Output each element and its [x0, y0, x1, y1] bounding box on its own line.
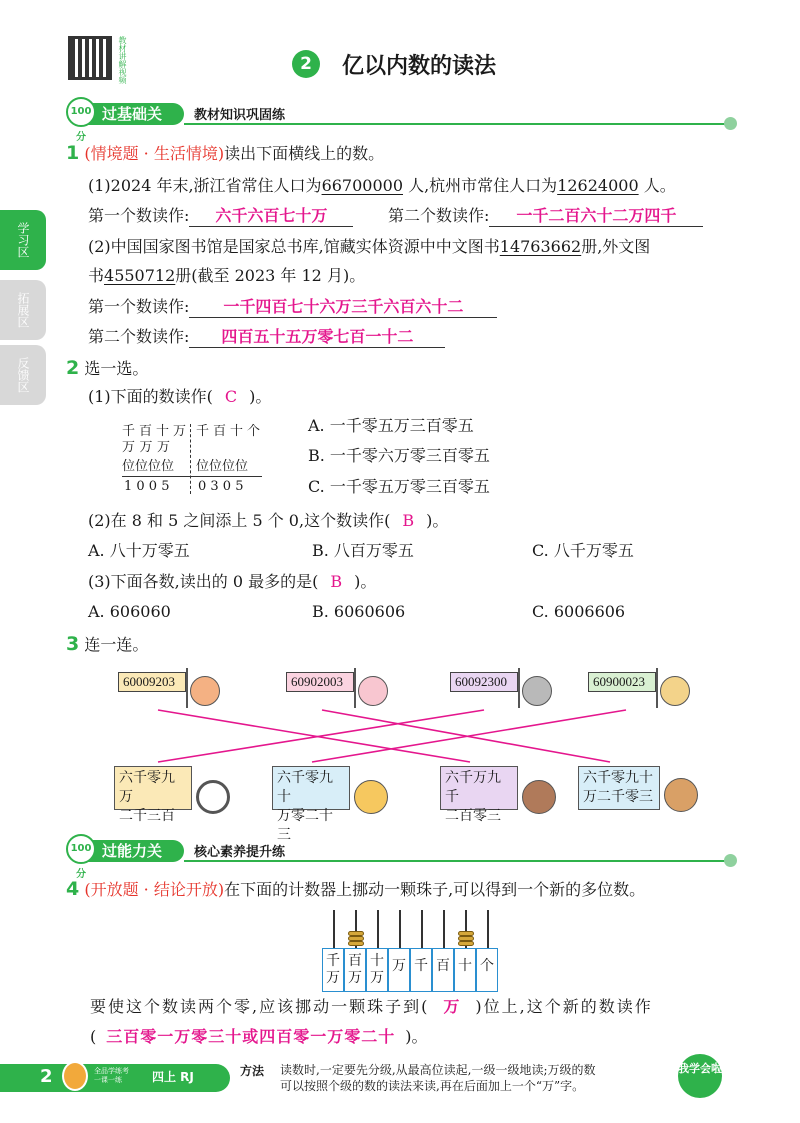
tip-text: 读数时,一定要先分级,从最高位读起,一级一级地读;万级的数 可以按照个级的数的读法来读,再在后面加上一个“万”字。 — [280, 1063, 596, 1093]
flower-icon — [724, 117, 737, 130]
number-flag-1[interactable]: 60009203 — [118, 672, 186, 692]
abacus-rod — [487, 910, 489, 948]
table-digits: 1 0 0 5 — [124, 479, 170, 494]
abacus-rod — [443, 910, 445, 948]
q4-line1 — [90, 996, 653, 1018]
q2-s3-option-a[interactable]: A. 606060 — [88, 602, 171, 621]
table-row-label: 位位位位 — [196, 459, 249, 474]
abacus-rod — [333, 910, 335, 948]
card-text: 六千零九十 — [277, 770, 333, 805]
table-head: 百 — [138, 424, 152, 439]
table-head: 万 — [172, 424, 186, 439]
q4-line2 — [90, 1026, 428, 1048]
section-ability-banner — [70, 840, 737, 880]
text: )。 — [405, 1027, 428, 1046]
text: )。 — [249, 387, 272, 406]
q2-sub1 — [88, 386, 271, 408]
abacus-label: 十 — [454, 948, 476, 992]
monkey-icon — [664, 778, 698, 812]
section-divider — [184, 123, 725, 125]
abacus-label: 万 — [388, 948, 410, 992]
table-head: 千 — [122, 424, 136, 439]
abacus-label: 千 — [410, 948, 432, 992]
section-ability-subtitle: 核心素养提升练 — [194, 845, 286, 860]
question-tag: (情境题 · 生活情境) — [84, 144, 225, 163]
q1-part2-cont — [88, 265, 365, 287]
q1-read2 — [388, 205, 703, 227]
text: (1)2024 年末,浙江省常住人口为 — [88, 176, 322, 195]
table-head: 万 — [139, 440, 153, 455]
page-number: 2 — [40, 1066, 53, 1087]
abacus-label: 千 万 — [322, 948, 344, 992]
table-head: 个 — [246, 424, 260, 439]
section-divider — [184, 860, 725, 862]
text: 第二个数读作: — [88, 327, 190, 346]
text: 第二个数读作: — [388, 206, 490, 225]
table-head: 十 — [229, 424, 243, 439]
question-prompt: 连一连。 — [84, 635, 149, 654]
text: 册,外文图 — [581, 237, 651, 256]
card-text: 二千三百 — [119, 808, 175, 824]
q2-option-c[interactable]: C. 一千零五万零三百零五 — [308, 477, 490, 496]
table-digits: 0 3 0 5 — [198, 479, 244, 494]
score-badge-icon: 100分 — [66, 834, 96, 864]
question-3 — [66, 633, 148, 656]
flower-icon — [724, 854, 737, 867]
score-badge-icon: 100分 — [66, 97, 96, 127]
answer-choice[interactable]: B — [330, 572, 343, 591]
q1-read3 — [88, 296, 497, 318]
q2-s2-option-b[interactable]: B. 八百万零五 — [312, 541, 414, 560]
side-tab-study[interactable]: 学习区 — [0, 210, 46, 270]
q2-sub3 — [88, 571, 376, 593]
answer-blank[interactable]: 三百零一万零三十或四百零一万零二十 — [106, 1027, 396, 1046]
answer-blank[interactable]: 四百五十五万零七百一十二 — [189, 327, 445, 348]
abacus-rod — [399, 910, 401, 948]
q1-part1 — [88, 175, 676, 197]
card-text: 二百零三 — [445, 808, 501, 824]
section-basic-label: 过基础关 — [72, 103, 184, 125]
text: 册(截至 2023 年 12 月)。 — [175, 266, 366, 285]
question-number: 3 — [66, 633, 80, 655]
card-text: 六千零九万 — [119, 770, 175, 805]
question-prompt: 选一选。 — [84, 359, 149, 378]
text: )。 — [354, 572, 377, 591]
table-head: 万 — [156, 440, 170, 455]
matching-lines — [0, 700, 800, 770]
q2-s3-option-c[interactable]: C. 6006606 — [532, 602, 626, 621]
answer-blank[interactable]: 一千四百七十六万三千六百六十二 — [189, 297, 497, 318]
text: 第一个数读作: — [88, 297, 190, 316]
question-2 — [66, 357, 148, 380]
table-head: 万 — [122, 440, 136, 455]
text: 人,杭州市常住人口为 — [408, 176, 558, 195]
qr-label: 教材讲解视频 — [118, 36, 127, 84]
abacus-bead[interactable] — [458, 941, 474, 946]
q1-part2 — [88, 236, 650, 258]
text: )位上,这个新的数读作 — [475, 997, 653, 1016]
number-underlined: 14763662 — [499, 237, 582, 256]
question-tag: (开放题 · 结论开放) — [84, 880, 225, 899]
answer-blank[interactable]: 一千二百六十二万四千 — [489, 206, 703, 227]
text: 人。 — [643, 176, 676, 195]
answer-blank[interactable]: 万 — [443, 997, 462, 1016]
number-flag-2[interactable]: 60902003 — [286, 672, 354, 692]
abacus[interactable] — [322, 910, 502, 994]
tip-label: 方法 — [240, 1064, 265, 1078]
card-text: 万二千零三 — [583, 789, 653, 805]
card-text: 万零二十三 — [277, 808, 333, 843]
answer-choice[interactable]: C — [224, 387, 238, 406]
text: (2)中国国家图书馆是国家总书库,馆藏实体资源中中文图书 — [88, 237, 500, 256]
table-head: 十 — [155, 424, 169, 439]
reading-card-1[interactable] — [114, 766, 192, 824]
table-row-label: 位位位位 — [122, 459, 175, 474]
q2-option-a[interactable]: A. 一千零五万三百零五 — [308, 416, 474, 435]
cat-icon — [354, 780, 388, 814]
brand-small: 全品学练考 一课一练 — [94, 1067, 129, 1084]
abacus-bead[interactable] — [348, 941, 364, 946]
text: (1)下面的数读作( — [88, 387, 213, 406]
q2-sub2 — [88, 510, 448, 532]
text: 要使这个数读两个零,应该挪动一颗珠子到( — [90, 997, 430, 1016]
number-flag-4[interactable]: 60900023 — [588, 672, 656, 692]
text: )。 — [426, 511, 449, 530]
abacus-rod — [421, 910, 423, 948]
achievement-badge: 我学会啦 — [678, 1054, 722, 1098]
q2-s2-option-a[interactable]: A. 八十万零五 — [88, 541, 190, 560]
section-basic-banner — [70, 103, 737, 143]
question-prompt: 读出下面横线上的数。 — [224, 144, 385, 163]
reading-card-2[interactable] — [272, 766, 350, 843]
number-underlined: 4550712 — [104, 266, 176, 285]
number-underlined: 66700000 — [321, 176, 403, 195]
match-line — [312, 710, 626, 762]
number-underlined: 12624000 — [557, 176, 639, 195]
text: 书 — [88, 266, 105, 285]
question-4 — [66, 878, 645, 901]
footer — [0, 1058, 800, 1098]
card-text: 六千零九十 — [583, 770, 653, 786]
q2-option-b[interactable]: B. 一千零六万零三百零五 — [308, 446, 490, 465]
card-text: 六千万九千 — [445, 770, 501, 805]
abacus-rod — [377, 910, 379, 948]
text: (3)下面各数,读出的 0 最多的是( — [88, 572, 319, 591]
side-tab-extend[interactable]: 拓展区 — [0, 280, 46, 340]
reading-card-4[interactable] — [578, 766, 660, 810]
abacus-label: 百 万 — [344, 948, 366, 992]
question-number: 2 — [66, 357, 80, 379]
q2-s3-option-b[interactable]: B. 6060606 — [312, 602, 406, 621]
reading-card-3[interactable] — [440, 766, 518, 824]
number-flag-3[interactable]: 60092300 — [450, 672, 518, 692]
page-title: 亿以内数的读法 — [342, 54, 497, 79]
question-number: 1 — [66, 142, 80, 164]
question-1 — [66, 142, 384, 165]
qr-code[interactable] — [68, 36, 112, 80]
bear-icon — [522, 780, 556, 814]
abacus-label: 百 — [432, 948, 454, 992]
side-tab-feedback[interactable]: 反馈区 — [0, 345, 46, 405]
answer-blank[interactable]: 六千六百七十万 — [189, 206, 353, 227]
panda-icon — [196, 780, 230, 814]
q1-read1 — [88, 205, 353, 227]
question-prompt: 在下面的计数器上挪动一颗珠子,可以得到一个新的多位数。 — [224, 880, 646, 899]
table-head: 百 — [212, 424, 226, 439]
abacus-label: 十 万 — [366, 948, 388, 992]
section-ability-label: 过能力关 — [72, 840, 184, 862]
text: ( — [90, 1027, 97, 1046]
question-number: 4 — [66, 878, 80, 900]
answer-choice[interactable]: B — [402, 511, 415, 530]
place-value-table — [122, 424, 262, 494]
text: (2)在 8 和 5 之间添上 5 个 0,这个数读作( — [88, 511, 391, 530]
abacus-label: 个 — [476, 948, 498, 992]
section-basic-subtitle: 教材知识巩固练 — [194, 108, 286, 123]
text: 第一个数读作: — [88, 206, 190, 225]
grade-label: 四上 RJ — [152, 1070, 194, 1084]
mascot-icon — [62, 1061, 88, 1091]
lesson-number-badge: 2 — [292, 50, 320, 78]
q2-s2-option-c[interactable]: C. 八千万零五 — [532, 541, 634, 560]
q1-read4 — [88, 326, 445, 348]
table-head: 千 — [196, 424, 210, 439]
